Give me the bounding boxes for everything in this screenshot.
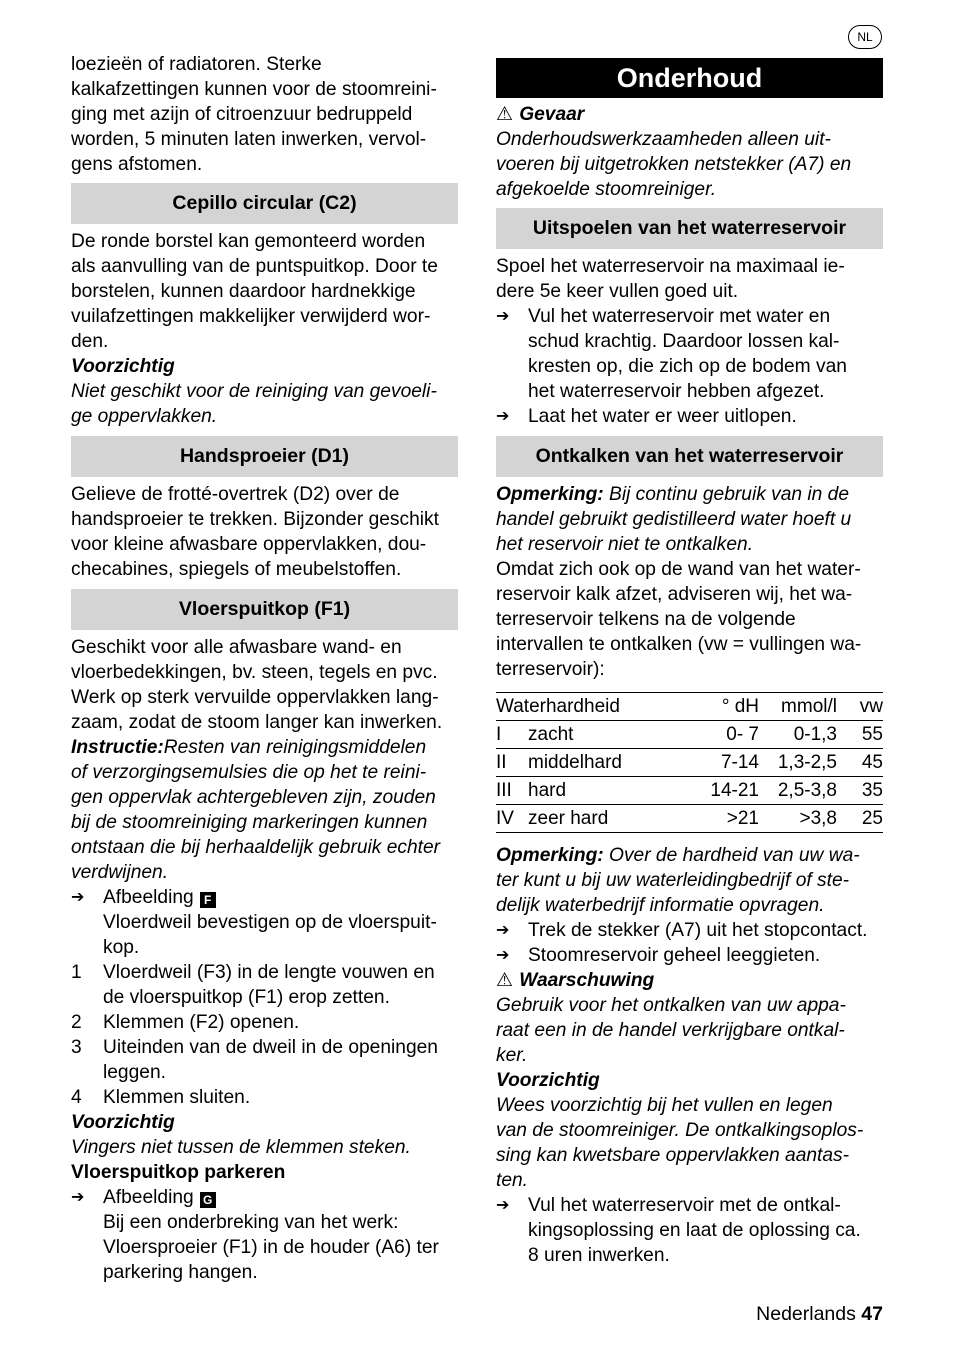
section-heading-rinse: Uitspoelen van het waterreservoir xyxy=(496,208,883,249)
text-line: Stoomreservoir geheel leeggieten. xyxy=(528,945,821,966)
text-line: Uiteinden van de dweil in de openingen xyxy=(103,1037,438,1058)
left-column xyxy=(71,52,458,1285)
text-line: Trek de stekker (A7) uit het stopcontact. xyxy=(528,920,868,941)
table-cell: III xyxy=(496,777,528,805)
table-cell: 55 xyxy=(837,721,883,749)
text-line: dere 5e keer vullen goed uit. xyxy=(496,281,739,302)
text-line: gens afstomen. xyxy=(71,154,203,175)
danger-label: Gevaar xyxy=(519,104,585,125)
text-line: intervallen te ontkalken (vw = vullingen wa- xyxy=(496,634,862,655)
text-line: Klemmen sluiten. xyxy=(103,1087,251,1108)
arrow-right-icon: ➔ xyxy=(496,1197,510,1214)
text-line: Gelieve de frotté-overtrek (D2) over de xyxy=(71,484,400,505)
arrow-right-icon: ➔ xyxy=(71,1189,85,1206)
figure-label: Afbeelding xyxy=(103,1187,194,1208)
text-line: voor kleine afwasbare oppervlakken, dou- xyxy=(71,534,427,555)
text-line: loezieën of radiatoren. Sterke xyxy=(71,54,322,75)
section-heading-descale: Ontkalken van het waterreservoir xyxy=(496,436,883,477)
text-line: De ronde borstel kan gemonteerd worden xyxy=(71,231,426,252)
text-line: Werk op sterk vervuilde oppervlakken lang- xyxy=(71,687,439,708)
text-line: terreservoir telkens na de volgende xyxy=(496,609,796,630)
caution-text: ge oppervlakken. xyxy=(71,406,218,427)
table-cell: 45 xyxy=(837,749,883,777)
note-text: delijk waterbedrijf informatie opvragen. xyxy=(496,895,825,916)
table-header: Waterhardheid xyxy=(496,693,679,721)
text-line: Vul het waterreservoir met water en xyxy=(528,306,831,327)
note-text: handel gebruikt gedistilleerd water hoeft u xyxy=(496,509,852,530)
text-line: handsproeier te trekken. Bijzonder geschikt xyxy=(71,509,439,530)
instruction-text: verdwijnen. xyxy=(71,862,169,883)
text-line: Vloerdweil bevestigen op de vloerspuit- xyxy=(103,912,437,933)
figure-reference-g xyxy=(71,1185,458,1285)
table-header-row xyxy=(496,693,883,721)
text-line: leggen. xyxy=(103,1062,166,1083)
table-cell: middelhard xyxy=(528,749,679,777)
caution-text: Niet geschikt voor de reiniging van gevoeli- xyxy=(71,381,437,402)
warning-label: Waarschuwing xyxy=(519,970,655,991)
text-line: parkering hangen. xyxy=(103,1262,258,1283)
bullet-item xyxy=(496,943,883,968)
text-line: schud krachtig. Daardoor lossen kal- xyxy=(528,331,840,352)
instruction-text: bij de stoomreiniging markeringen kunnen xyxy=(71,812,428,833)
step-item xyxy=(71,1085,458,1110)
descale-paragraph xyxy=(496,482,883,1268)
text-line: Vul het waterreservoir met de ontkal- xyxy=(528,1195,841,1216)
d1-paragraph xyxy=(71,482,458,582)
instruction-text: ontstaan die bij herhaaldelijk gebruik echter xyxy=(71,837,441,858)
caution-text: sing kan kwetsbare oppervlakken aantas- xyxy=(496,1145,850,1166)
text-line: Vloersproeier (F1) in de houder (A6) ter xyxy=(103,1237,439,1258)
step-number: 2 xyxy=(71,1012,82,1033)
arrow-right-icon: ➔ xyxy=(496,308,510,325)
footer-language: Nederlands xyxy=(756,1303,856,1325)
table-cell: 0- 7 xyxy=(679,721,759,749)
figure-f-badge: F xyxy=(200,892,216,908)
note-label: Opmerking: xyxy=(496,484,604,505)
text-line: reservoir kalk afzet, adviseren wij, het wa- xyxy=(496,584,853,605)
warning-triangle-icon: ⚠ xyxy=(496,970,514,991)
note-text: Bij continu gebruik van in de xyxy=(603,484,850,505)
text-line: kalkafzettingen kunnen voor de stoomreini- xyxy=(71,79,437,100)
section-heading-c2: Cepillo circular (C2) xyxy=(71,183,458,224)
arrow-right-icon: ➔ xyxy=(496,922,510,939)
table-cell: zacht xyxy=(528,721,679,749)
figure-reference-f xyxy=(71,885,458,960)
table-cell: 25 xyxy=(837,805,883,833)
step-number: 4 xyxy=(71,1087,82,1108)
text-line: Geschikt voor alle afwasbare wand- en xyxy=(71,637,402,658)
caution-label: Voorzichtig xyxy=(71,356,175,377)
table-cell: I xyxy=(496,721,528,749)
table-cell: 14-21 xyxy=(679,777,759,805)
warning-text: ker. xyxy=(496,1045,528,1066)
text-line: de vloerspuitkop (F1) erop zetten. xyxy=(103,987,390,1008)
bullet-item xyxy=(496,404,883,429)
table-cell: hard xyxy=(528,777,679,805)
arrow-right-icon: ➔ xyxy=(496,947,510,964)
table-cell: >3,8 xyxy=(759,805,837,833)
note-text: ter kunt u bij uw waterleidingbedrijf of ste- xyxy=(496,870,850,891)
text-line: kresten op, die zich op de bodem van xyxy=(528,356,847,377)
caution-text: Vingers niet tussen de klemmen steken. xyxy=(71,1137,411,1158)
text-line: Spoel het waterreservoir na maximaal ie- xyxy=(496,256,845,277)
instruction-text: Resten van reinigingsmiddelen xyxy=(163,737,427,758)
text-line: vloerbedekkingen, bv. steen, tegels en pvc. xyxy=(71,662,438,683)
instruction-label: Instructie: xyxy=(71,737,164,758)
step-item xyxy=(71,960,458,1010)
note-text: Over de hardheid van uw wa- xyxy=(603,845,860,866)
caution-text: van de stoomreiniger. De ontkalkingsoplos- xyxy=(496,1120,864,1141)
note-label: Opmerking: xyxy=(496,845,604,866)
rinse-paragraph xyxy=(496,254,883,429)
arrow-right-icon: ➔ xyxy=(496,408,510,425)
arrow-right-icon: ➔ xyxy=(71,889,85,906)
table-cell: 2,5-3,8 xyxy=(759,777,837,805)
language-badge: NL xyxy=(848,25,882,49)
table-cell: 1,3-2,5 xyxy=(759,749,837,777)
danger-text: Onderhoudswerkzaamheden alleen uit- xyxy=(496,129,831,150)
table-header: ° dH xyxy=(679,693,759,721)
table-cell: IV xyxy=(496,805,528,833)
step-number: 3 xyxy=(71,1037,82,1058)
table-row xyxy=(496,721,883,749)
warning-text: Gebruik voor het ontkalken van uw appa- xyxy=(496,995,846,1016)
bullet-item xyxy=(496,918,883,943)
figure-label: Afbeelding xyxy=(103,887,194,908)
text-line: checabines, spiegels of meubelstoffen. xyxy=(71,559,402,580)
bullet-item xyxy=(496,1193,883,1268)
text-line: vuilafzettingen makkelijker verwijderd wor- xyxy=(71,306,431,327)
danger-block xyxy=(496,102,883,202)
table-cell: zeer hard xyxy=(528,805,679,833)
text-line: als aanvulling van de puntspuitkop. Door te xyxy=(71,256,438,277)
table-cell: 0-1,3 xyxy=(759,721,837,749)
text-line: 8 uren inwerken. xyxy=(528,1245,670,1266)
page-footer xyxy=(756,1302,883,1327)
step-item xyxy=(71,1035,458,1085)
page-number: 47 xyxy=(861,1303,883,1325)
right-column xyxy=(496,52,883,1268)
instruction-text: gen oppervlak achtergebleven zijn, zouden xyxy=(71,787,436,808)
text-line: Laat het water er weer uitlopen. xyxy=(528,406,797,427)
water-hardness-table xyxy=(496,692,883,833)
figure-g-badge: G xyxy=(200,1192,216,1208)
table-row xyxy=(496,777,883,805)
text-line: den. xyxy=(71,331,109,352)
text-line: kop. xyxy=(103,937,140,958)
danger-text: afgekoelde stoomreiniger. xyxy=(496,179,717,200)
text-line: Vloerdweil (F3) in de lengte vouwen en xyxy=(103,962,435,983)
caution-label: Voorzichtig xyxy=(496,1070,600,1091)
section-heading-d1: Handsproeier (D1) xyxy=(71,436,458,477)
table-cell: >21 xyxy=(679,805,759,833)
warning-triangle-icon: ⚠ xyxy=(496,104,514,125)
table-row xyxy=(496,805,883,833)
caution-label: Voorzichtig xyxy=(71,1112,175,1133)
c2-paragraph xyxy=(71,229,458,429)
section-heading-f1: Vloerspuitkop (F1) xyxy=(71,589,458,630)
danger-text: voeren bij uitgetrokken netstekker (A7) en xyxy=(496,154,852,175)
f1-paragraph xyxy=(71,635,458,1285)
instruction-text: of verzorgingsemulsies die op het te reini- xyxy=(71,762,427,783)
caution-text: ten. xyxy=(496,1170,529,1191)
warning-text: raat een in de handel verkrijgbare ontkal- xyxy=(496,1020,845,1041)
table-cell: 7-14 xyxy=(679,749,759,777)
bullet-item xyxy=(496,304,883,404)
text-line: zaam, zodat de stoom langer kan inwerken. xyxy=(71,712,443,733)
text-line: ging met azijn of citroenzuur bedruppeld xyxy=(71,104,413,125)
table-cell: 35 xyxy=(837,777,883,805)
table-cell: II xyxy=(496,749,528,777)
text-line: worden, 5 minuten laten inwerken, vervol- xyxy=(71,129,427,150)
note-text: het reservoir niet te ontkalken. xyxy=(496,534,754,555)
table-row xyxy=(496,749,883,777)
caution-text: Wees voorzichtig bij het vullen en legen xyxy=(496,1095,833,1116)
text-line: borstelen, kunnen daardoor hardnekkige xyxy=(71,281,416,302)
table-header: mmol/l xyxy=(759,693,837,721)
subheading-parking: Vloerspuitkop parkeren xyxy=(71,1162,286,1183)
step-item xyxy=(71,1010,458,1035)
step-number: 1 xyxy=(71,962,82,983)
text-line: Omdat zich ook op de wand van het water- xyxy=(496,559,861,580)
intro-paragraph xyxy=(71,52,458,177)
page-title: Onderhoud xyxy=(496,58,883,98)
table-header: vw xyxy=(837,693,883,721)
text-line: Bij een onderbreking van het werk: xyxy=(103,1212,399,1233)
text-line: kingsoplossing en laat de oplossing ca. xyxy=(528,1220,861,1241)
text-line: het waterreservoir hebben afgezet. xyxy=(528,381,825,402)
text-line: Klemmen (F2) openen. xyxy=(103,1012,300,1033)
text-line: terreservoir): xyxy=(496,659,605,680)
